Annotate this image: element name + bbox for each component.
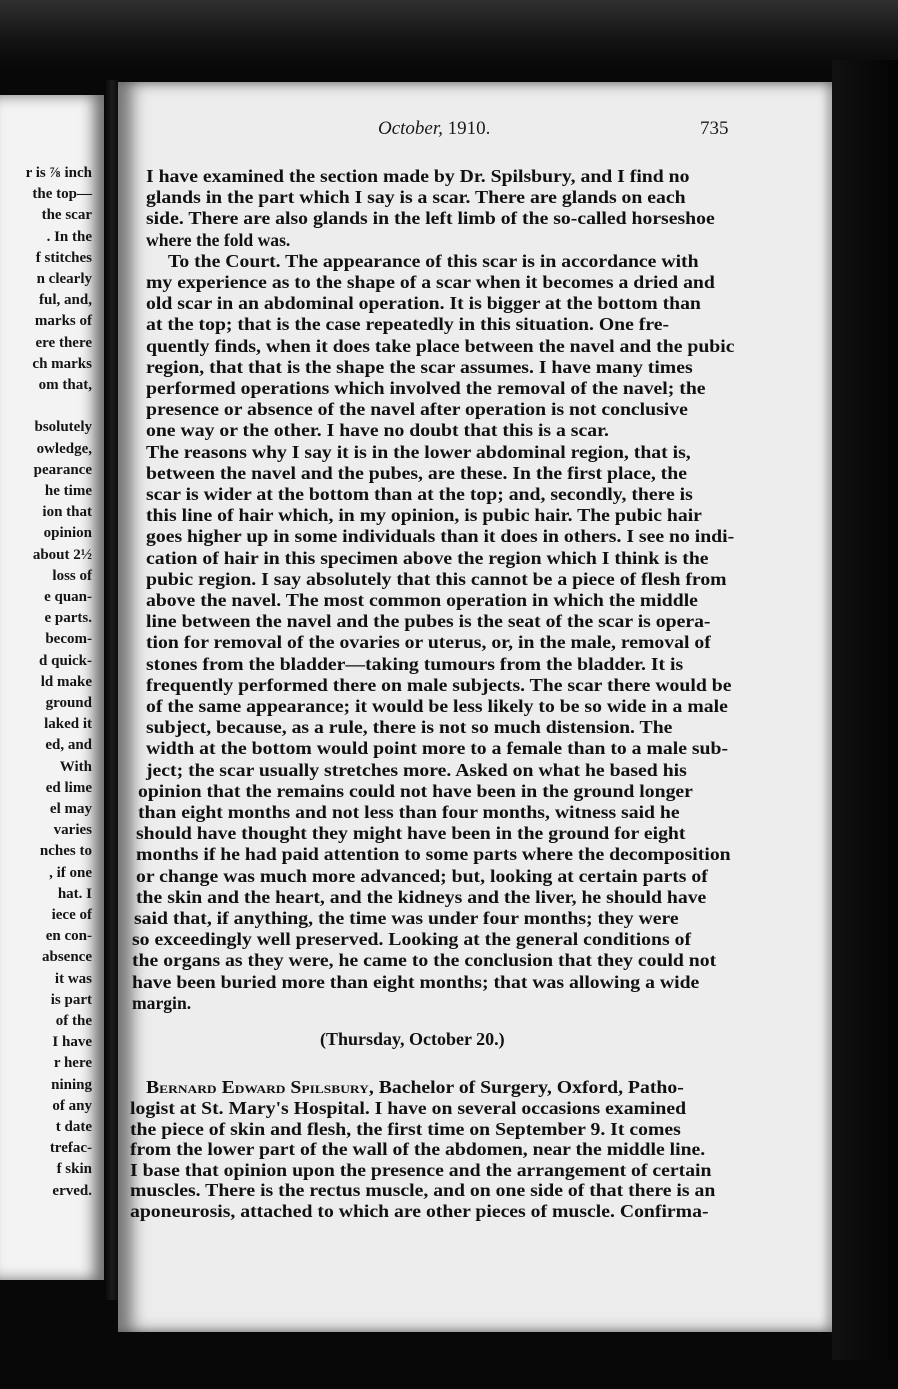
body-line: stones from the bladder—taking tumours from the bladder. It is xyxy=(146,653,684,674)
left-page-line: marks of xyxy=(34,313,92,330)
body-line: I have examined the section made by Dr. Spilsbury, and I find no xyxy=(146,166,690,186)
body-line: at the top; that is the case repeatedly in this situation. One fre- xyxy=(146,314,670,335)
body-line: one way or the other. I have no doubt that this is a scar. xyxy=(146,420,609,441)
left-page-line: owledge, xyxy=(36,440,92,457)
left-page-line: f stitches xyxy=(35,249,92,266)
body-line: glands in the part which I say is a scar. There are glands on each xyxy=(146,187,686,208)
page-number: 735 xyxy=(700,118,729,139)
left-page-line: becom- xyxy=(45,631,92,648)
body-line: margin. xyxy=(132,992,192,1013)
left-page-line: r is ⅞ inch xyxy=(25,165,92,181)
testimony-line: logist at St. Mary's Hospital. I have on several occasions examined xyxy=(130,1098,687,1118)
body-line: width at the bottom would point more to a female than to a male sub- xyxy=(146,738,729,759)
section-heading: (Thursday, October 20.) xyxy=(320,1029,505,1049)
body-line: this line of hair which, in my opinion, is pubic hair. The pubic hair xyxy=(146,505,702,526)
body-line: line between the navel and the pubes is the seat of the scar is opera- xyxy=(146,611,711,632)
body-line: where the fold was. xyxy=(146,229,291,250)
left-page-line: d quick- xyxy=(39,652,92,669)
left-page-line: e parts. xyxy=(44,610,92,627)
left-page-line: I have xyxy=(52,1034,92,1051)
left-page-line: absence xyxy=(42,949,92,966)
left-page-line: . In the xyxy=(46,228,92,245)
left-page-line: it was xyxy=(54,970,92,987)
left-page-line: nining xyxy=(51,1076,92,1093)
left-page-line: With xyxy=(59,758,92,775)
left-page-line: el may xyxy=(49,801,92,817)
left-page-line: about 2½ xyxy=(32,546,92,563)
left-page-line: trefac- xyxy=(49,1140,92,1157)
testimony-first-line xyxy=(146,1077,684,1098)
witness-title: Bachelor of Surgery, Oxford, Patho- xyxy=(373,1077,684,1097)
left-page-line: the top— xyxy=(32,186,92,203)
body-line: performed operations which involved the removal of the navel; the xyxy=(146,378,706,398)
body-line: pubic region. I say absolutely that this cannot be a piece of flesh from xyxy=(146,568,727,589)
left-page-line: , if one xyxy=(49,864,92,881)
body-line: goes higher up in some individuals than it does in others. I see no indi- xyxy=(146,526,735,547)
body-line: opinion that the remains could not have been in the ground longer xyxy=(138,780,693,801)
body-line: presence or absence of the navel after operation is not conclusive xyxy=(146,399,688,420)
left-page-fragment xyxy=(0,95,104,1280)
left-page-line: ful, and, xyxy=(39,292,92,309)
left-page-line: ed lime xyxy=(45,779,92,796)
scan-right-edge xyxy=(832,60,898,1360)
testimony-line: I base that opinion upon the presence and the arrangement of certain xyxy=(130,1159,712,1180)
body-line: of the same appearance; it would be less likely to be so wide in a male xyxy=(146,696,728,716)
body-line: scar is wider at the bottom than at the top; and, secondly, there is xyxy=(146,484,693,504)
left-page-line: n clearly xyxy=(36,271,92,287)
left-page-line: ch marks xyxy=(32,355,92,372)
body-line: so exceedingly well preserved. Looking at the general conditions of xyxy=(132,929,692,950)
left-page-line: varies xyxy=(53,822,92,839)
running-head-month: October, xyxy=(378,118,443,139)
scan-top-edge xyxy=(0,0,898,70)
left-page-line: of the xyxy=(55,1013,92,1029)
left-page-line: e quan- xyxy=(44,589,92,605)
left-page-line: f skin xyxy=(56,1161,92,1178)
body-line: cation of hair in this specimen above the region which I think is the xyxy=(146,547,709,568)
body-line: my experience as to the shape of a scar when it becomes a dried and xyxy=(146,272,715,292)
body-line: ject; the scar usually stretches more. Asked on what he based his xyxy=(146,759,687,780)
body-line: the skin and the heart, and the kidneys and the liver, he should have xyxy=(136,886,707,907)
body-line: months if he had paid attention to some parts where the decomposition xyxy=(136,844,731,865)
body-line: the organs as they were, he came to the conclusion that they could not xyxy=(132,950,717,971)
testimony-line: aponeurosis, attached to which are other pieces of muscle. Confirma- xyxy=(130,1201,709,1221)
left-page-line: pearance xyxy=(33,461,92,478)
left-page-line: iece of xyxy=(51,907,92,923)
testimony-line: the piece of skin and flesh, the first time on September 9. It comes xyxy=(130,1118,681,1139)
body-line: region, that that is the shape the scar assumes. I have many times xyxy=(146,356,693,377)
left-page-line: bsolutely xyxy=(34,419,92,436)
left-page-line: loss of xyxy=(52,567,92,584)
left-page-line: ground xyxy=(45,695,92,711)
left-page-line: erved. xyxy=(52,1182,92,1199)
body-line: frequently performed there on male subjects. The scar there would be xyxy=(146,674,732,695)
left-page-line: hat. I xyxy=(57,885,92,902)
left-page-line: of any xyxy=(52,1097,92,1114)
testimony-line: from the lower part of the wall of the abdomen, near the middle line. xyxy=(130,1139,706,1160)
left-page-line: nches to xyxy=(39,843,92,860)
left-page-line: he time xyxy=(44,483,92,499)
body-line: said that, if anything, the time was under four months; they were xyxy=(134,908,679,928)
body-line: above the navel. The most common operation in which the middle xyxy=(146,590,698,610)
body-line: quently finds, when it does take place between the navel and the pubic xyxy=(146,335,735,356)
witness-name: Bernard Edward Spilsbury, xyxy=(146,1077,374,1097)
body-line: than eight months and not less than four months, witness said he xyxy=(138,802,680,822)
running-head xyxy=(378,118,490,140)
left-page-line: laked it xyxy=(44,716,92,733)
left-page-line: en con- xyxy=(45,928,92,945)
left-page-line: ere there xyxy=(35,334,92,351)
body-line: side. There are also glands in the left limb of the so-called horseshoe xyxy=(146,208,715,229)
left-page-line: ion that xyxy=(42,504,92,521)
left-page-line: the scar xyxy=(41,207,92,224)
left-page-line: ld make xyxy=(40,673,92,690)
body-line: old scar in an abdominal operation. It is bigger at the bottom than xyxy=(146,293,701,314)
body-line: between the navel and the pubes, are these. In the first place, the xyxy=(146,462,687,483)
body-line: or change was much more advanced; but, looking at certain parts of xyxy=(136,865,708,886)
testimony-line: muscles. There is the rectus muscle, and on one side of that there is an xyxy=(130,1180,716,1201)
body-line: The reasons why I say it is in the lower abdominal region, that is, xyxy=(146,441,691,462)
left-page-line: ed, and xyxy=(45,737,92,754)
body-line: subject, because, as a rule, there is not so much distension. The xyxy=(146,717,673,738)
body-line: tion for removal of the ovaries or uterus, or, in the male, removal of xyxy=(146,632,711,653)
left-page-line: opinion xyxy=(43,525,92,542)
running-head-year: 1910. xyxy=(447,118,491,139)
body-line: should have thought they might have been in the ground for eight xyxy=(136,823,686,844)
left-page-line: om that, xyxy=(38,377,92,393)
body-line: To the Court. The appearance of this scar is in accordance with xyxy=(168,250,699,271)
body-line: have been buried more than eight months; that was allowing a wide xyxy=(132,971,700,992)
left-page-line: is part xyxy=(50,991,92,1008)
left-page-line: t date xyxy=(55,1119,92,1135)
left-page-line: r here xyxy=(53,1055,92,1072)
